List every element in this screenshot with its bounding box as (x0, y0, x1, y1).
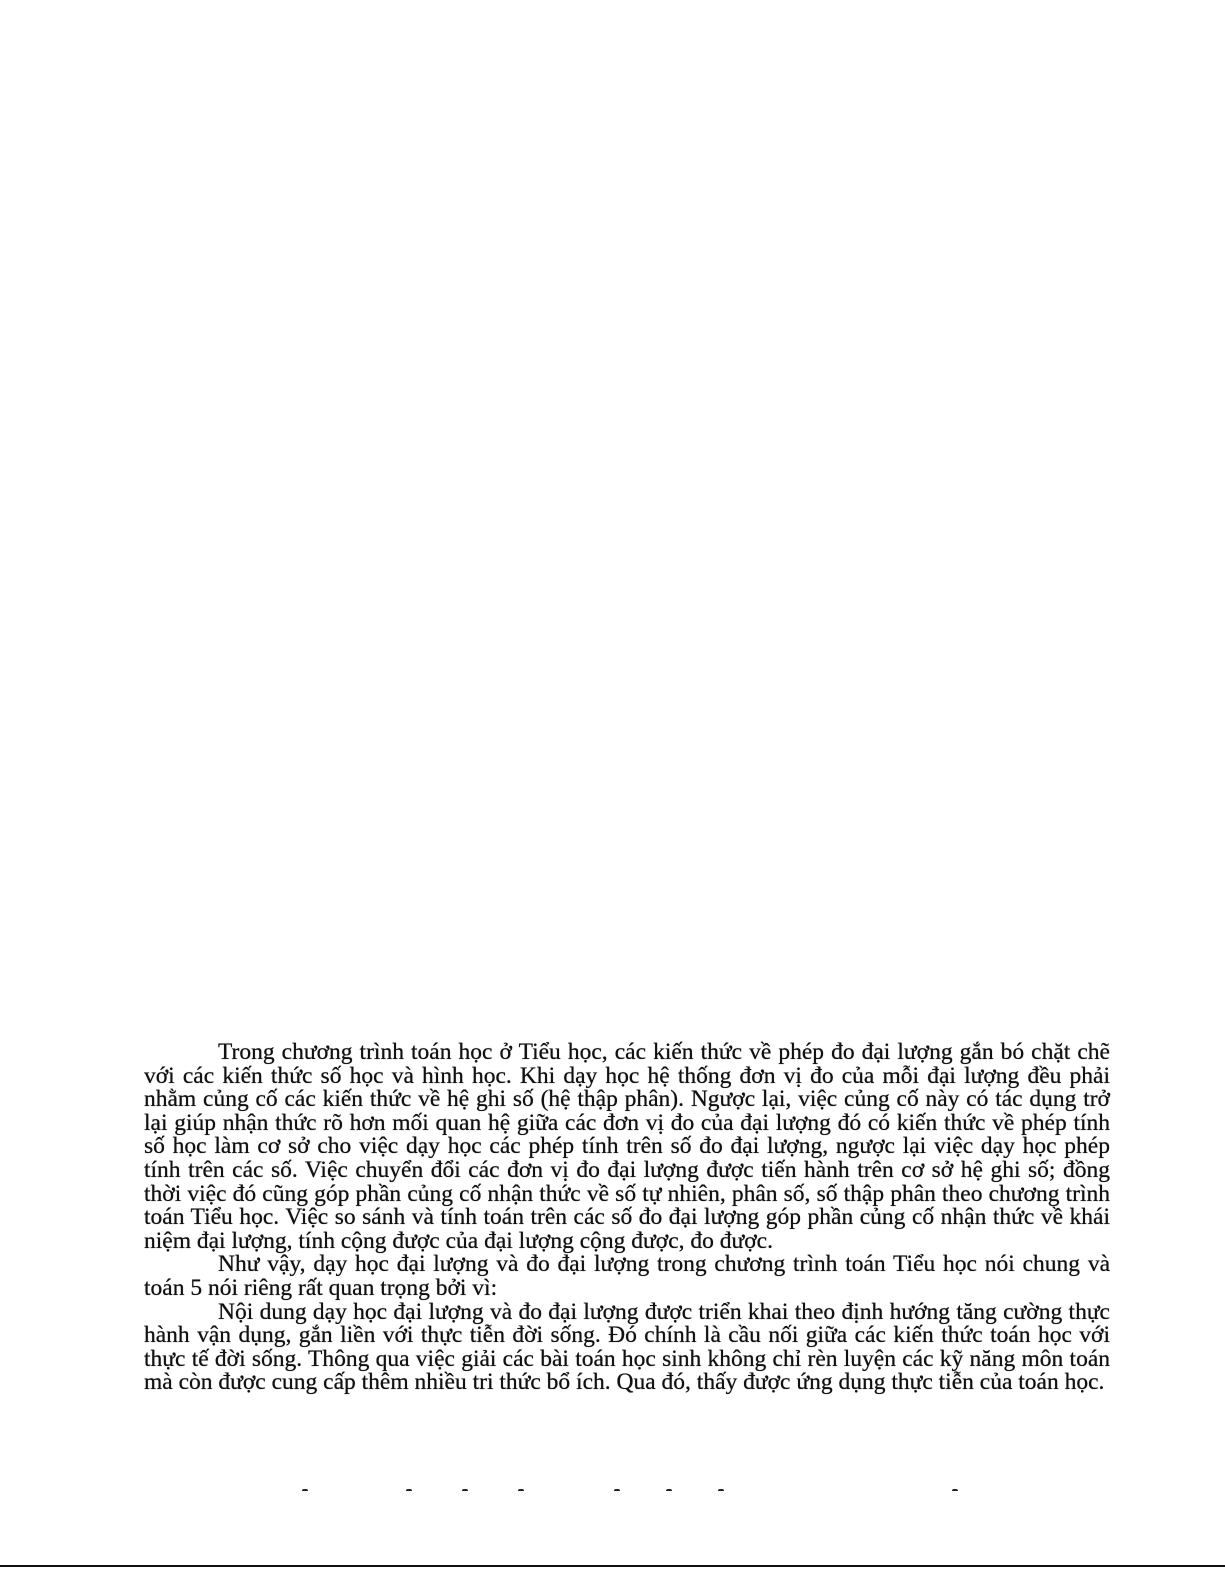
cut-off-text-fragment (144, 1489, 1110, 1497)
body-text (144, 1041, 1110, 1395)
paragraph-1: Trong chương trình toán học ở Tiểu học, các kiến thức về phép đo đại lượng gắn bó chặt chẽ với các kiến thức số học và hình học. Khi dạy học hệ thống đơn vị đo của mỗi đại lượng đều phải nhằm củng cố các kiến thức về hệ ghi số (hệ thập phân). Ngược lại, việc củng cố này có tác dụng trở lại giúp nhận thức rõ hơn mối quan hệ giữa các đơn vị đo của đại lượng đó có kiến thức về phép tính số học làm cơ sở cho việc dạy học các phép tính trên số đo đại lượng, ngược lại việc dạy học phép tính trên các số. Việc chuyển đổi các đơn vị đo đại lượng được tiến hành trên cơ sở hệ ghi số; đồng thời việc đó cũng góp phần củng cố nhận thức về số tự nhiên, phân số, số thập phân theo chương trình toán Tiểu học. Việc so sánh và tính toán trên các số đo đại lượng góp phần củng cố nhận thức về khái niệm đại lượng, tính cộng được của đại lượng cộng được, đo được. (144, 1039, 1110, 1254)
paragraph-3: Nội dung dạy học đại lượng và đo đại lượng được triển khai theo định hướng tăng cường thực hành vận dụng, gắn liền với thực tiễn đời sống. Đó chính là cầu nối giữa các kiến thức toán học với thực tế đời sống. Thông qua việc giải các bài toán học sinh không chỉ rèn luyện các kỹ năng môn toán mà còn được cung cấp thêm nhiều tri thức bổ ích. Qua đó, thấy được ứng dụng thực tiễn của toán học. (144, 1298, 1110, 1396)
page-bottom-rule (0, 1565, 1225, 1567)
paragraph-2: Như vậy, dạy học đại lượng và đo đại lượng trong chương trình toán Tiểu học nói chung và toán 5 nói riêng rất quan trọng bởi vì: (144, 1251, 1110, 1301)
